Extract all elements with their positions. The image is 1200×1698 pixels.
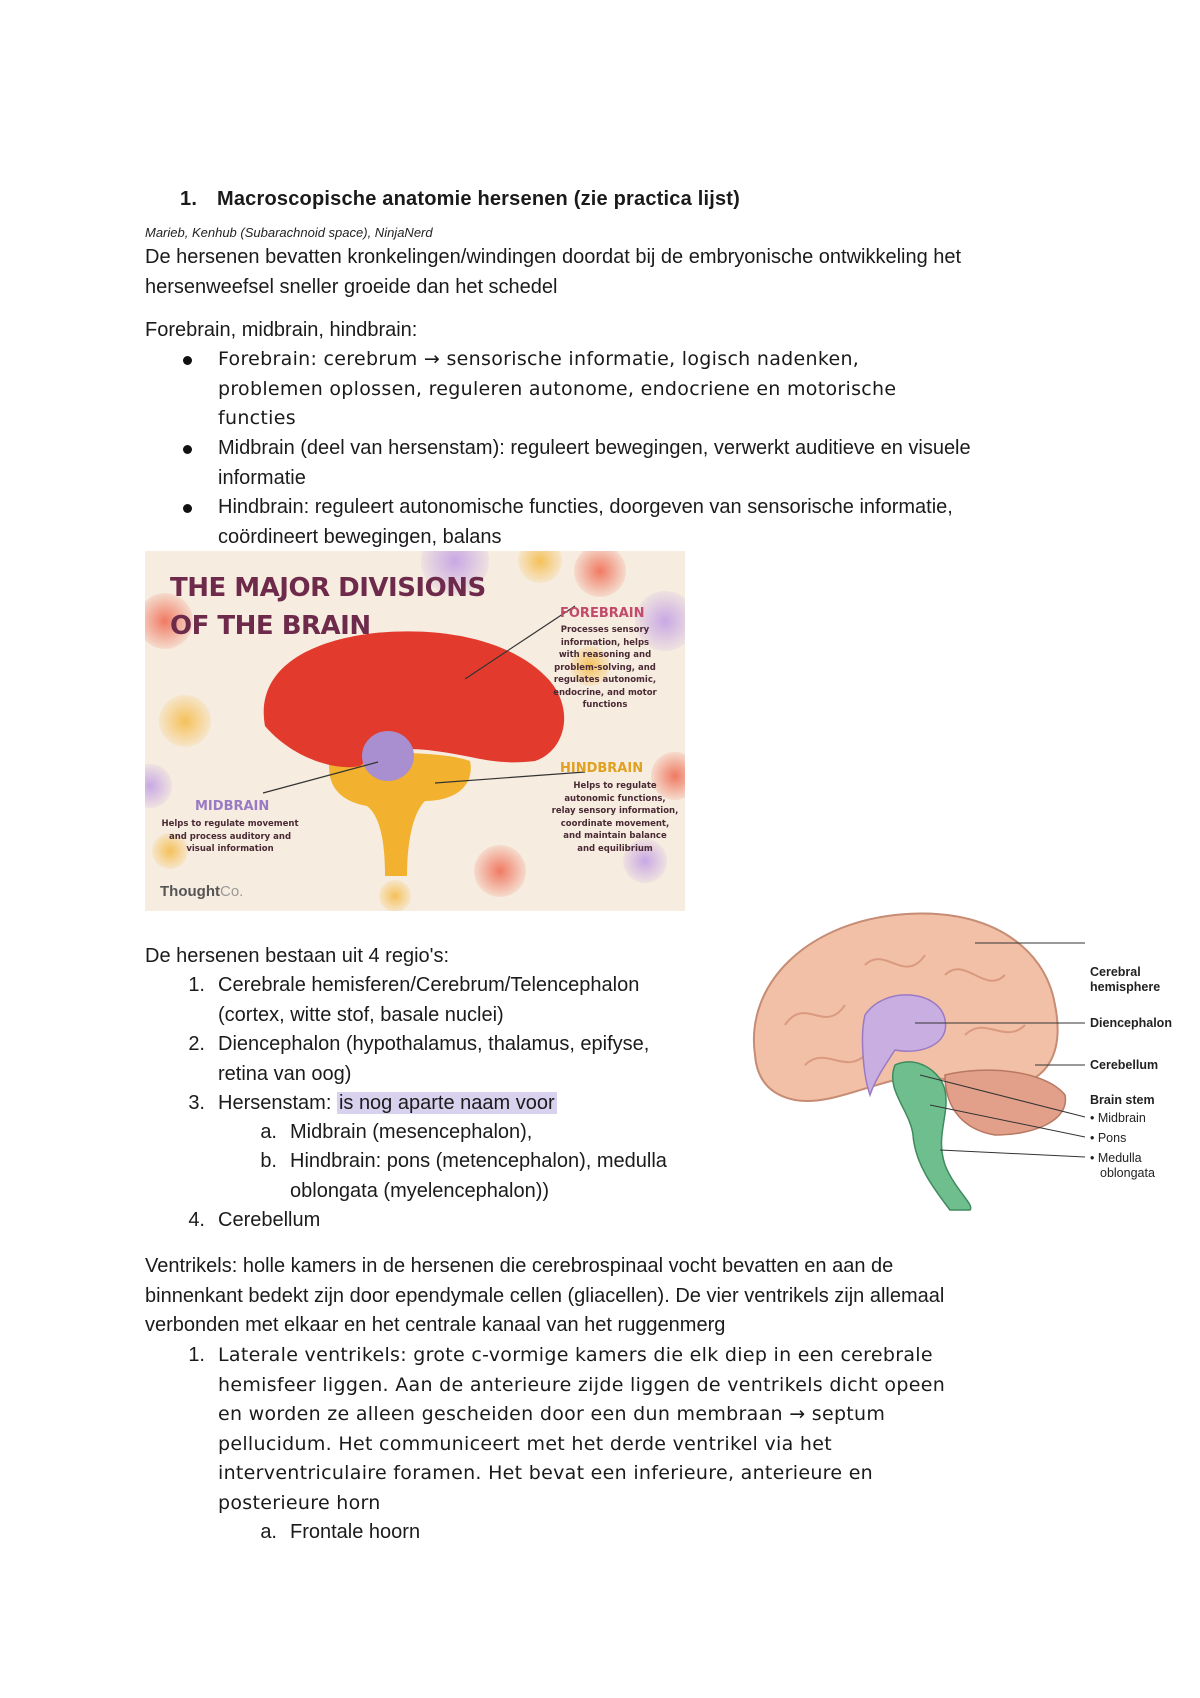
ventricles-paragraph xyxy=(145,1252,944,1341)
decor-dot xyxy=(518,551,562,583)
bullet-line: coördineert bewegingen, balans xyxy=(218,525,502,548)
paragraph-line: Ventrikels: holle kamers in de hersenen die cerebrospinaal vocht bevatten en aan de xyxy=(145,1255,894,1277)
callout-line: Helps to regulate movement xyxy=(161,819,299,829)
list-line: hemisfeer liggen. Aan de anterieure zijde liggen de ventrikels dicht opeen xyxy=(218,1373,946,1396)
paragraph-line: binnenkant bedekt zijn door ependymale cellen (gliacellen). De vier ventrikels zijn allemaal xyxy=(145,1284,945,1307)
callout-line: with reasoning and xyxy=(558,650,652,660)
list-line: interventriculaire foramen. Het bevat een inferieure, anterieure en xyxy=(218,1462,874,1484)
bullet-line: problemen oplossen, reguleren autonome, endocriene en motorische xyxy=(218,377,897,400)
divisions-lead: Forebrain, midbrain, hindbrain: xyxy=(145,319,418,341)
callout-line: Processes sensory xyxy=(560,625,650,635)
figure-label-cerebellum: Cerebellum xyxy=(1090,1058,1159,1072)
bullet-line: Hindbrain: reguleert autonomische functies, doorgeven van sensorische informatie, xyxy=(218,496,953,518)
list-number: 4. xyxy=(188,1209,205,1231)
decor-dot xyxy=(159,695,211,747)
label-line: hemisphere xyxy=(1090,980,1161,994)
callout-line: endocrine, and motor xyxy=(553,687,657,698)
list-text: Hersenstam: xyxy=(218,1092,337,1114)
midbrain-label: MIDBRAIN xyxy=(195,799,270,814)
bullet-icon xyxy=(183,445,192,454)
thoughtco-logo xyxy=(160,883,243,900)
source-citation: Marieb, Kenhub (Subarachnoid space), NinjaNerd xyxy=(145,225,433,240)
sublist-letter: b. xyxy=(260,1150,277,1172)
callout-line: regulates autonomic, xyxy=(553,675,657,685)
brain-anatomy-figure xyxy=(745,905,1200,1215)
forebrain-callout xyxy=(553,606,670,712)
list-line: Laterale ventrikels: grote c-vormige kamers die elk diep in een cerebrale xyxy=(218,1344,933,1366)
figure-label-diencephalon: Diencephalon xyxy=(1090,1016,1172,1030)
forebrain-label: FOREBRAIN xyxy=(560,606,645,621)
list-item xyxy=(218,1341,945,1518)
paragraph-line: verbonden met elkaar en het centrale kanaal van het ruggenmerg xyxy=(145,1314,726,1336)
forebrain-description xyxy=(540,624,670,712)
intro-line: hersenweefsel sneller groeide dan het schedel xyxy=(145,275,558,298)
figure-label-brainstem: Brain stem xyxy=(1090,1093,1155,1107)
hindbrain-description xyxy=(550,780,680,855)
list-line: (cortex, witte stof, basale nuclei) xyxy=(218,1003,504,1026)
list-number: 3. xyxy=(188,1092,205,1114)
list-item xyxy=(218,971,639,1030)
label-line: oblongata xyxy=(1100,1166,1155,1180)
forebrain-shape xyxy=(264,631,564,767)
sublist-item: Frontale hoorn xyxy=(290,1521,421,1543)
list-line: Cerebellum xyxy=(218,1209,321,1231)
list-line: retina van oog) xyxy=(218,1062,352,1085)
callout-line: autonomic functions, xyxy=(564,793,666,804)
bullet-item-forebrain xyxy=(218,345,896,434)
bullet-line: Midbrain (deel van hersenstam): reguleert bewegingen, verwerkt auditieve en visuele xyxy=(218,437,971,459)
hindbrain-callout xyxy=(550,761,680,855)
highlighted-text: is nog aparte naam voor xyxy=(338,1092,555,1114)
bullet-line: functies xyxy=(218,407,296,429)
brain-divisions-figure xyxy=(145,551,685,911)
list-item xyxy=(218,1030,649,1089)
regions-lead: De hersenen bestaan uit 4 regio's: xyxy=(145,945,450,967)
list-line: pellucidum. Het communiceert met het derde ventrikel via het xyxy=(218,1432,832,1455)
list-line: posterieure horn xyxy=(218,1491,381,1514)
figure-label-medulla xyxy=(1090,1151,1155,1181)
midbrain-description xyxy=(155,818,305,856)
cerebellum-shape xyxy=(945,1070,1065,1135)
decor-dot xyxy=(474,845,526,897)
list-item xyxy=(218,1206,320,1236)
callout-line: problem-solving, and xyxy=(554,662,656,673)
regions-list xyxy=(145,971,745,1241)
figure-label-midbrain: • Midbrain xyxy=(1090,1111,1146,1125)
figure-label-cerebral xyxy=(1090,965,1160,995)
list-line: en worden ze alleen gescheiden door een dun membraan → septum xyxy=(218,1403,886,1425)
callout-line: and equilibrium xyxy=(577,843,653,854)
sublist-item xyxy=(290,1118,532,1148)
sublist-letter: a. xyxy=(260,1121,277,1143)
ventricles-list xyxy=(145,1341,1095,1581)
sublist-item xyxy=(290,1147,667,1206)
section-title: Macroscopische anatomie hersenen (zie practica lijst) xyxy=(217,188,741,210)
midbrain-callout xyxy=(155,799,305,856)
intro-line: De hersenen bevatten kronkelingen/windingen doordat bij de embryonische ontwikkeling het xyxy=(145,246,962,268)
intro-paragraph xyxy=(145,243,961,302)
callout-line: and maintain balance xyxy=(563,831,667,841)
bullet-item-hindbrain xyxy=(218,493,953,552)
callout-line: Helps to regulate xyxy=(573,781,657,791)
list-line: Cerebrale hemisferen/Cerebrum/Telencephalon xyxy=(218,974,640,996)
callout-line: information, helps xyxy=(560,637,650,648)
midbrain-shape xyxy=(362,731,414,781)
bullet-item-midbrain xyxy=(218,434,971,493)
list-line: Hindbrain: pons (metencephalon), medulla xyxy=(290,1150,667,1172)
callout-line: coordinate movement, xyxy=(560,818,670,829)
logo-main: Thought xyxy=(160,883,220,900)
callout-line: relay sensory information, xyxy=(551,806,679,816)
list-number: 2. xyxy=(188,1033,205,1055)
section-number: 1. xyxy=(180,188,198,210)
decor-dot xyxy=(379,880,411,911)
decor-dot xyxy=(574,551,626,597)
list-number: 1. xyxy=(188,1344,205,1366)
list-line: Midbrain (mesencephalon), xyxy=(290,1121,533,1143)
callout-line: and process auditory and xyxy=(168,831,292,842)
figure-title xyxy=(170,569,486,645)
bullet-icon xyxy=(183,356,192,365)
callout-line: visual information xyxy=(186,844,274,854)
leader-line xyxy=(940,1150,1085,1157)
callout-line: functions xyxy=(582,700,628,710)
bullet-line: informatie xyxy=(218,466,306,489)
label-line: Cerebral xyxy=(1090,965,1141,979)
sublist-letter: a. xyxy=(260,1521,277,1543)
bullet-icon xyxy=(183,504,192,513)
list-line: Diencephalon (hypothalamus, thalamus, epifyse, xyxy=(218,1033,650,1055)
figure-title-line: OF THE BRAIN xyxy=(170,611,371,641)
list-number: 1. xyxy=(188,974,205,996)
logo-suffix: Co. xyxy=(219,883,244,900)
label-line: • Medulla xyxy=(1090,1151,1142,1165)
hindbrain-label: HINDBRAIN xyxy=(560,761,644,776)
figure-title-line: THE MAJOR DIVISIONS xyxy=(170,573,486,603)
list-item xyxy=(218,1089,557,1119)
bullet-line: Forebrain: cerebrum → sensorische informatie, logisch nadenken, xyxy=(218,348,860,370)
list-line: oblongata (myelencephalon)) xyxy=(290,1179,550,1202)
figure-label-pons: • Pons xyxy=(1090,1131,1127,1145)
